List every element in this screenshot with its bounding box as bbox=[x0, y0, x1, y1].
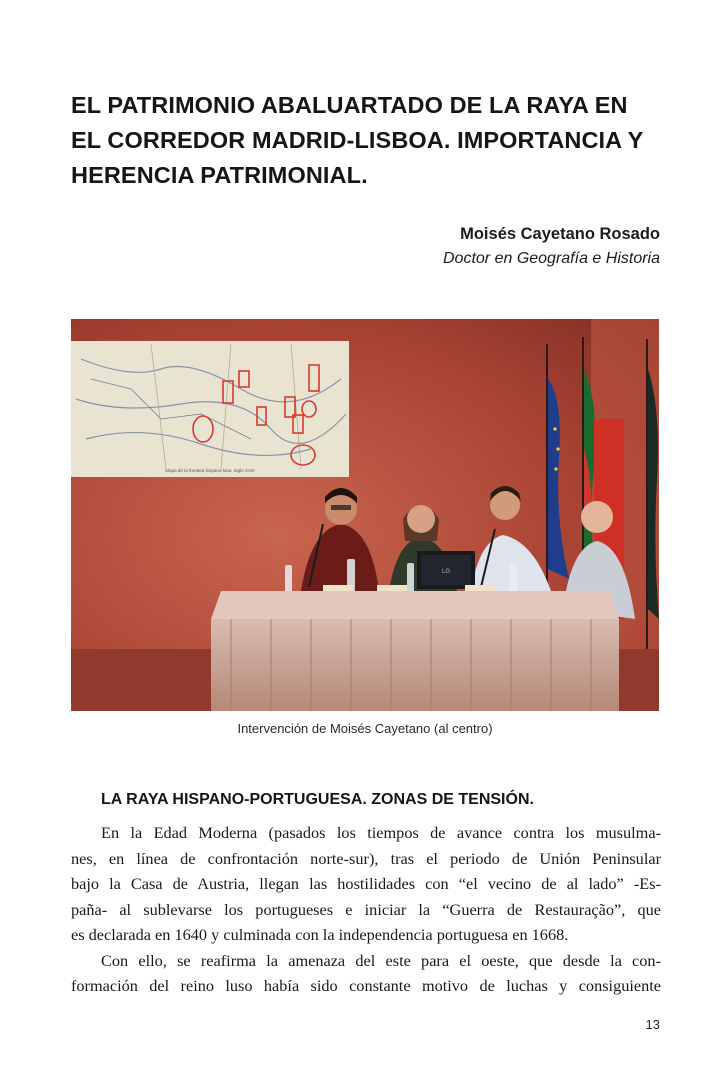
slide-footer: Mapa de la frontera hispano-lusa. Siglo XVIII bbox=[165, 468, 255, 473]
projected-map-slide bbox=[71, 341, 349, 477]
photo-caption: Intervención de Moisés Cayetano (al centro) bbox=[237, 721, 493, 736]
conference-photo bbox=[71, 319, 659, 711]
author-affiliation: Doctor en Geografía e Historia bbox=[443, 250, 660, 267]
title-line: EL PATRIMONIO ABALUARTADO DE LA RAYA EN bbox=[71, 92, 628, 118]
paragraph-line: es declarada en 1640 y culminada con la independencia portuguesa en 1668. bbox=[71, 925, 569, 944]
page-number: 13 bbox=[645, 1017, 660, 1032]
body-paragraphs bbox=[71, 820, 661, 999]
laptop-label: LG bbox=[441, 569, 451, 575]
title-line: HERENCIA PATRIMONIAL. bbox=[71, 162, 368, 188]
paragraph-line: bajo la Casa de Austria, llegan las hostilidades con “el vecino de al lado” -Es- bbox=[71, 874, 661, 893]
paragraph-line: nes, en línea de confrontación norte-sur), tras el periodo de Unión Peninsular bbox=[71, 848, 661, 868]
article-title bbox=[71, 88, 671, 193]
title-line: EL CORREDOR MADRID-LISBOA. IMPORTANCIA Y bbox=[71, 127, 644, 153]
conference-table bbox=[211, 591, 619, 711]
section-heading: LA RAYA HISPANO-PORTUGUESA. ZONAS DE TENSIÓN. bbox=[101, 791, 534, 808]
photo-illustration bbox=[71, 319, 659, 711]
author-name: Moisés Cayetano Rosado bbox=[460, 225, 660, 243]
paragraph-line: Con ello, se reafirma la amenaza del este para el oeste, que desde la con- bbox=[101, 950, 661, 970]
paragraph-line: formación del reino luso había sido constante motivo de luchas y consiguiente bbox=[71, 976, 661, 995]
paragraph-line: En la Edad Moderna (pasados los tiempos de avance contra los musulma- bbox=[101, 823, 661, 842]
paragraph-line: paña- al sublevarse los portugueses e iniciar la “Guerra de Restauração”, que bbox=[71, 899, 661, 919]
